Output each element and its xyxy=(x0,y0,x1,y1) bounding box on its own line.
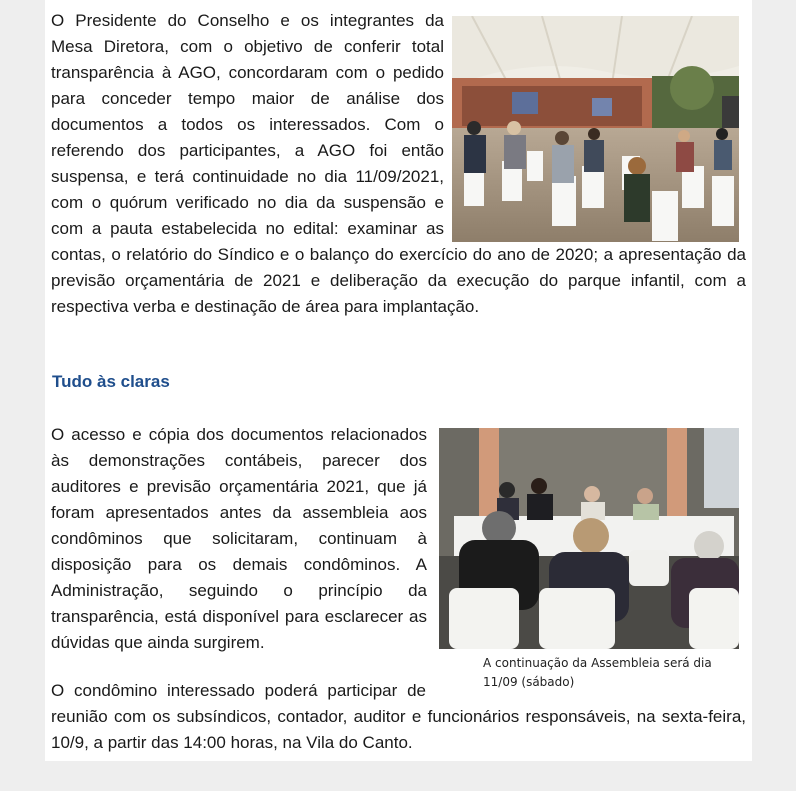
section-heading: Tudo às claras xyxy=(52,372,170,391)
head-table-photo xyxy=(439,428,739,649)
meeting-paragraph: O condômino interessado poderá participar de reunião com os subsíndicos, contador, auditor e funcionários responsáveis, na sexta-feira, 10/9, a partir das 14:00 horas, na Vila do Canto. xyxy=(51,678,746,756)
intro-paragraph: O Presidente do Conselho e os integrantes da Mesa Diretora, com o objetivo de conferir total transparência à AGO, concordaram com o pedido para conceder tempo maior de análise dos documentos a todos os interessados. Com o referendo dos participantes, a AGO foi então suspensa, e terá continuidade no dia 11/09/2021, com o quórum verificado no dia da suspensão e com a pauta estabelecida no edital: examinar as contas, o relatório do Síndico e o balanço do exercício do ano de 2020; a apresentação da previsão orçamentária de 2021 e deliberação da execução do parque infantil, com a respectiva verba e destinação de área para implantação. xyxy=(51,8,746,320)
photo-caption: A continuação da Assembleia será dia 11/09 (sábado) xyxy=(483,656,712,689)
float-spacer xyxy=(426,678,746,704)
access-paragraph: O acesso e cópia dos documentos relacionados às demonstrações contábeis, parecer dos auditores e previsão orçamentária 2021, que já foram apresentados antes da assembleia aos condôminos que solicitaram, continuam à disposição para os demais condôminos. A Administração, seguindo o princípio da transparência, está disponível para esclarecer as dúvidas que ainda surgirem. xyxy=(51,425,427,652)
float-spacer xyxy=(444,8,746,242)
